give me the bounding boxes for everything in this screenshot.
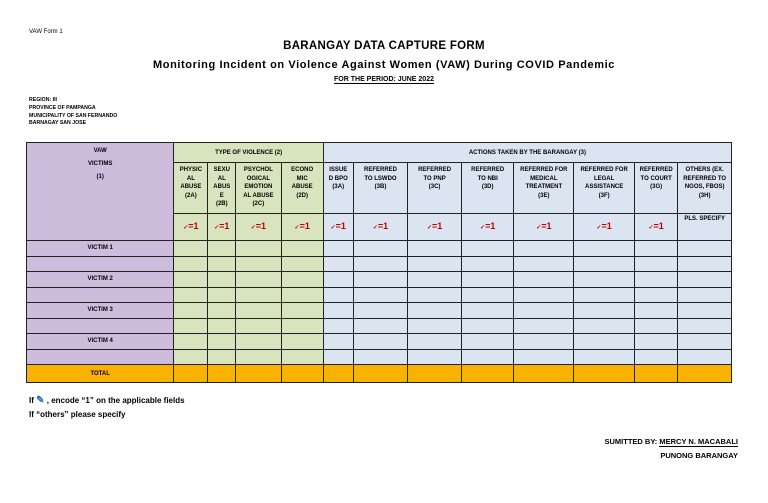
entry-cell[interactable] bbox=[635, 241, 678, 257]
form-subtitle: Monitoring Incident on Violence Against Women (VAW) During COVID Pandemic bbox=[152, 59, 616, 71]
entry-cell[interactable] bbox=[236, 256, 281, 272]
entry-cell[interactable] bbox=[208, 256, 236, 272]
entry-cell[interactable] bbox=[323, 334, 353, 350]
entry-cell[interactable] bbox=[408, 318, 462, 334]
entry-cell[interactable] bbox=[281, 318, 323, 334]
victim-row-blank bbox=[27, 287, 732, 303]
check-icon: ✓ bbox=[648, 224, 654, 231]
total-cell[interactable] bbox=[323, 365, 353, 383]
entry-cell[interactable] bbox=[281, 334, 323, 350]
submitted-by-label: SUMITTED BY: bbox=[604, 437, 660, 446]
entry-cell[interactable] bbox=[323, 272, 353, 288]
entry-cell[interactable] bbox=[208, 272, 236, 288]
entry-cell[interactable] bbox=[281, 256, 323, 272]
vaw-data-table bbox=[26, 142, 732, 383]
entry-cell[interactable] bbox=[353, 318, 408, 334]
check-icon: ✓ bbox=[596, 224, 602, 231]
check-value: =1 bbox=[485, 220, 496, 231]
entry-cell[interactable] bbox=[281, 349, 323, 365]
entry-cell[interactable] bbox=[461, 303, 514, 319]
entry-cell[interactable] bbox=[353, 334, 408, 350]
entry-cell[interactable] bbox=[514, 349, 574, 365]
entry-cell[interactable] bbox=[236, 334, 281, 350]
check-icon: ✓ bbox=[330, 224, 336, 231]
entry-cell[interactable] bbox=[635, 349, 678, 365]
check-cell bbox=[408, 214, 462, 241]
check-cell bbox=[514, 214, 574, 241]
entry-cell[interactable] bbox=[678, 334, 732, 350]
note-suffix: , encode “1” on the applicable fields bbox=[46, 396, 185, 405]
entry-cell[interactable] bbox=[353, 272, 408, 288]
submitted-by bbox=[605, 437, 738, 446]
check-icon: ✓ bbox=[426, 224, 432, 231]
total-row bbox=[27, 365, 732, 383]
entry-cell[interactable] bbox=[408, 349, 462, 365]
entry-cell[interactable] bbox=[461, 256, 514, 272]
period-text: FOR THE PERIOD: JUNE 2022 bbox=[334, 76, 434, 83]
subheader-referred-court: REFERRED TO COURT (3G) bbox=[635, 163, 678, 214]
check-cell bbox=[208, 214, 236, 241]
entry-cell[interactable] bbox=[408, 287, 462, 303]
form-title: BARANGAY DATA CAPTURE FORM bbox=[283, 40, 485, 52]
entry-cell[interactable] bbox=[514, 241, 574, 257]
subheader-referred-pnp: REFERRED TO PNP (3C) bbox=[408, 163, 462, 214]
entry-cell[interactable] bbox=[678, 256, 732, 272]
victim-label-blank bbox=[27, 349, 174, 365]
entry-cell[interactable] bbox=[635, 287, 678, 303]
entry-cell[interactable] bbox=[635, 334, 678, 350]
total-cell[interactable] bbox=[208, 365, 236, 383]
entry-cell[interactable] bbox=[208, 334, 236, 350]
check-value: =1 bbox=[335, 220, 346, 231]
total-cell[interactable] bbox=[236, 365, 281, 383]
location-block bbox=[29, 97, 117, 128]
entry-cell[interactable] bbox=[236, 318, 281, 334]
submitter-position: PUNONG BARANGAY bbox=[660, 451, 738, 460]
entry-cell[interactable] bbox=[281, 241, 323, 257]
entry-cell[interactable] bbox=[323, 287, 353, 303]
entry-cell[interactable] bbox=[208, 349, 236, 365]
check-icon: ✓ bbox=[214, 224, 220, 231]
subheader-psychological-abuse: PSYCHOL OGICAL EMOTION AL ABUSE (2C) bbox=[236, 163, 281, 214]
entry-cell[interactable] bbox=[353, 256, 408, 272]
subheader-physical-abuse: PHYSIC AL ABUSE (2A) bbox=[174, 163, 208, 214]
entry-cell[interactable] bbox=[635, 318, 678, 334]
total-cell[interactable] bbox=[408, 365, 462, 383]
check-cell bbox=[461, 214, 514, 241]
victim-row bbox=[27, 272, 732, 288]
note-prefix: If bbox=[29, 396, 34, 405]
entry-cell[interactable] bbox=[461, 272, 514, 288]
entry-cell[interactable] bbox=[514, 318, 574, 334]
victim-row-blank bbox=[27, 318, 732, 334]
victim-row-blank bbox=[27, 349, 732, 365]
vaw-victims-header: VAW VICTIMS (1) bbox=[27, 143, 174, 241]
entry-cell[interactable] bbox=[574, 334, 635, 350]
entry-cell[interactable] bbox=[408, 256, 462, 272]
entry-cell[interactable] bbox=[208, 303, 236, 319]
check-cell bbox=[353, 214, 408, 241]
entry-cell[interactable] bbox=[514, 334, 574, 350]
entry-cell[interactable] bbox=[174, 241, 208, 257]
entry-cell[interactable] bbox=[574, 241, 635, 257]
entry-cell[interactable] bbox=[408, 334, 462, 350]
entry-cell[interactable] bbox=[174, 334, 208, 350]
victim-label-blank bbox=[27, 256, 174, 272]
total-cell[interactable] bbox=[635, 365, 678, 383]
entry-cell[interactable] bbox=[208, 318, 236, 334]
entry-cell[interactable] bbox=[678, 241, 732, 257]
entry-cell[interactable] bbox=[353, 287, 408, 303]
entry-cell[interactable] bbox=[514, 272, 574, 288]
entry-cell[interactable] bbox=[236, 287, 281, 303]
total-cell[interactable] bbox=[353, 365, 408, 383]
subheader-sexual-abuse: SEXU AL ABUS E (2B) bbox=[208, 163, 236, 214]
victim-label: VICTIM 3 bbox=[27, 303, 174, 319]
entry-cell[interactable] bbox=[353, 303, 408, 319]
total-cell[interactable] bbox=[174, 365, 208, 383]
entry-cell[interactable] bbox=[236, 303, 281, 319]
check-icon: ✓ bbox=[294, 224, 300, 231]
check-value: =1 bbox=[377, 220, 389, 231]
total-cell[interactable] bbox=[514, 365, 574, 383]
victim-label: VICTIM 4 bbox=[27, 334, 174, 350]
entry-cell[interactable] bbox=[635, 303, 678, 319]
entry-cell[interactable] bbox=[281, 272, 323, 288]
victim-row-blank bbox=[27, 256, 732, 272]
subheader-referred-nbi: REFERRED TO NBI (3D) bbox=[461, 163, 514, 214]
entry-cell[interactable] bbox=[635, 272, 678, 288]
check-value: =1 bbox=[219, 220, 230, 231]
check-value: =1 bbox=[299, 220, 310, 231]
others-instruction: If “others” please specify bbox=[29, 410, 126, 419]
entry-cell[interactable] bbox=[323, 318, 353, 334]
total-cell[interactable] bbox=[461, 365, 514, 383]
check-cell bbox=[281, 214, 323, 241]
entry-cell[interactable] bbox=[174, 287, 208, 303]
entry-cell[interactable] bbox=[208, 241, 236, 257]
entry-cell[interactable] bbox=[408, 241, 462, 257]
entry-cell[interactable] bbox=[323, 241, 353, 257]
entry-cell[interactable] bbox=[174, 318, 208, 334]
region-label: REGION: III bbox=[29, 97, 57, 103]
entry-cell[interactable] bbox=[678, 287, 732, 303]
period-label bbox=[0, 76, 768, 83]
entry-cell[interactable] bbox=[514, 287, 574, 303]
entry-cell[interactable] bbox=[574, 272, 635, 288]
entry-cell[interactable] bbox=[236, 349, 281, 365]
entry-cell[interactable] bbox=[174, 349, 208, 365]
entry-cell[interactable] bbox=[174, 256, 208, 272]
victim-label-blank bbox=[27, 287, 174, 303]
entry-cell[interactable] bbox=[574, 287, 635, 303]
check-value: =1 bbox=[653, 220, 664, 231]
check-cell bbox=[323, 214, 353, 241]
pen-icon: ✎ bbox=[36, 395, 45, 406]
submitter-name: MERCY N. MACABALI bbox=[659, 437, 738, 446]
barangay-label: BARNAGAY SAN JOSE bbox=[29, 120, 87, 127]
entry-cell[interactable] bbox=[174, 303, 208, 319]
check-cell bbox=[236, 214, 281, 241]
check-value: =1 bbox=[188, 220, 199, 231]
entry-cell[interactable] bbox=[281, 303, 323, 319]
check-icon: ✓ bbox=[372, 224, 378, 231]
subheader-economic-abuse: ECONO MIC ABUSE (2D) bbox=[281, 163, 323, 214]
entry-cell[interactable] bbox=[323, 256, 353, 272]
entry-cell[interactable] bbox=[281, 287, 323, 303]
total-cell[interactable] bbox=[281, 365, 323, 383]
victim-label: VICTIM 1 bbox=[27, 241, 174, 257]
check-cell bbox=[174, 214, 208, 241]
check-instruction bbox=[29, 395, 185, 406]
total-cell[interactable] bbox=[574, 365, 635, 383]
check-icon: ✓ bbox=[250, 224, 256, 231]
entry-cell[interactable] bbox=[678, 303, 732, 319]
victim-label-blank bbox=[27, 318, 174, 334]
entry-cell[interactable] bbox=[678, 349, 732, 365]
actions-taken-header: ACTIONS TAKEN BY THE BARANGAY (3) bbox=[323, 143, 731, 163]
entry-cell[interactable] bbox=[574, 256, 635, 272]
check-icon: ✓ bbox=[536, 224, 542, 231]
form-number: VAW Form 1 bbox=[29, 29, 63, 35]
type-of-violence-header: TYPE OF VIOLENCE (2) bbox=[174, 143, 323, 163]
entry-cell[interactable] bbox=[236, 272, 281, 288]
subheader-referred-lswdo: REFERRED TO LSWDO (3B) bbox=[353, 163, 408, 214]
check-icon: ✓ bbox=[183, 224, 189, 231]
subheader-referred-medical: REFERRED FOR MEDICAL TREATMENT (3E) bbox=[514, 163, 574, 214]
subheader-issued-bpo: ISSUE D BPO (3A) bbox=[323, 163, 353, 214]
total-cell[interactable] bbox=[678, 365, 732, 383]
entry-cell[interactable] bbox=[461, 334, 514, 350]
entry-cell[interactable] bbox=[236, 241, 281, 257]
entry-cell[interactable] bbox=[323, 303, 353, 319]
entry-cell[interactable] bbox=[574, 318, 635, 334]
victim-rows bbox=[27, 241, 732, 365]
subheader-referred-legal: REFERRED FOR LEGAL ASSISTANCE (3F) bbox=[574, 163, 635, 214]
municipality-label: MUNICIPALITY OF SAN FERNANDO bbox=[29, 112, 118, 119]
subheader-others: OTHERS (EX. REFERRED TO NGOS, FBOS) (3H) bbox=[678, 163, 732, 214]
victim-row bbox=[27, 334, 732, 350]
entry-cell[interactable] bbox=[353, 349, 408, 365]
entry-cell[interactable] bbox=[514, 303, 574, 319]
entry-cell[interactable] bbox=[353, 241, 408, 257]
check-value: =1 bbox=[601, 220, 612, 231]
check-icon: ✓ bbox=[480, 224, 486, 231]
entry-cell[interactable] bbox=[678, 318, 732, 334]
entry-cell[interactable] bbox=[635, 256, 678, 272]
entry-cell[interactable] bbox=[574, 349, 635, 365]
check-value: =1 bbox=[255, 220, 267, 231]
entry-cell[interactable] bbox=[323, 349, 353, 365]
entry-cell[interactable] bbox=[461, 287, 514, 303]
total-label: TOTAL bbox=[27, 365, 174, 383]
entry-cell[interactable] bbox=[174, 272, 208, 288]
check-value: =1 bbox=[541, 220, 552, 231]
check-cell bbox=[635, 214, 678, 241]
entry-cell[interactable] bbox=[461, 349, 514, 365]
entry-cell[interactable] bbox=[514, 256, 574, 272]
entry-cell[interactable] bbox=[208, 287, 236, 303]
province-label: PROVINCE OF PAMPANGA bbox=[29, 104, 96, 111]
victim-row bbox=[27, 241, 732, 257]
entry-cell[interactable] bbox=[461, 318, 514, 334]
entry-cell[interactable] bbox=[678, 272, 732, 288]
check-value: =1 bbox=[431, 220, 443, 231]
victim-label: VICTIM 2 bbox=[27, 272, 174, 288]
entry-cell[interactable] bbox=[461, 241, 514, 257]
check-cell bbox=[574, 214, 635, 241]
entry-cell[interactable] bbox=[408, 272, 462, 288]
others-specify-note: PLS. SPECIFY bbox=[678, 214, 732, 241]
victim-row bbox=[27, 303, 732, 319]
entry-cell[interactable] bbox=[408, 303, 462, 319]
entry-cell[interactable] bbox=[574, 303, 635, 319]
